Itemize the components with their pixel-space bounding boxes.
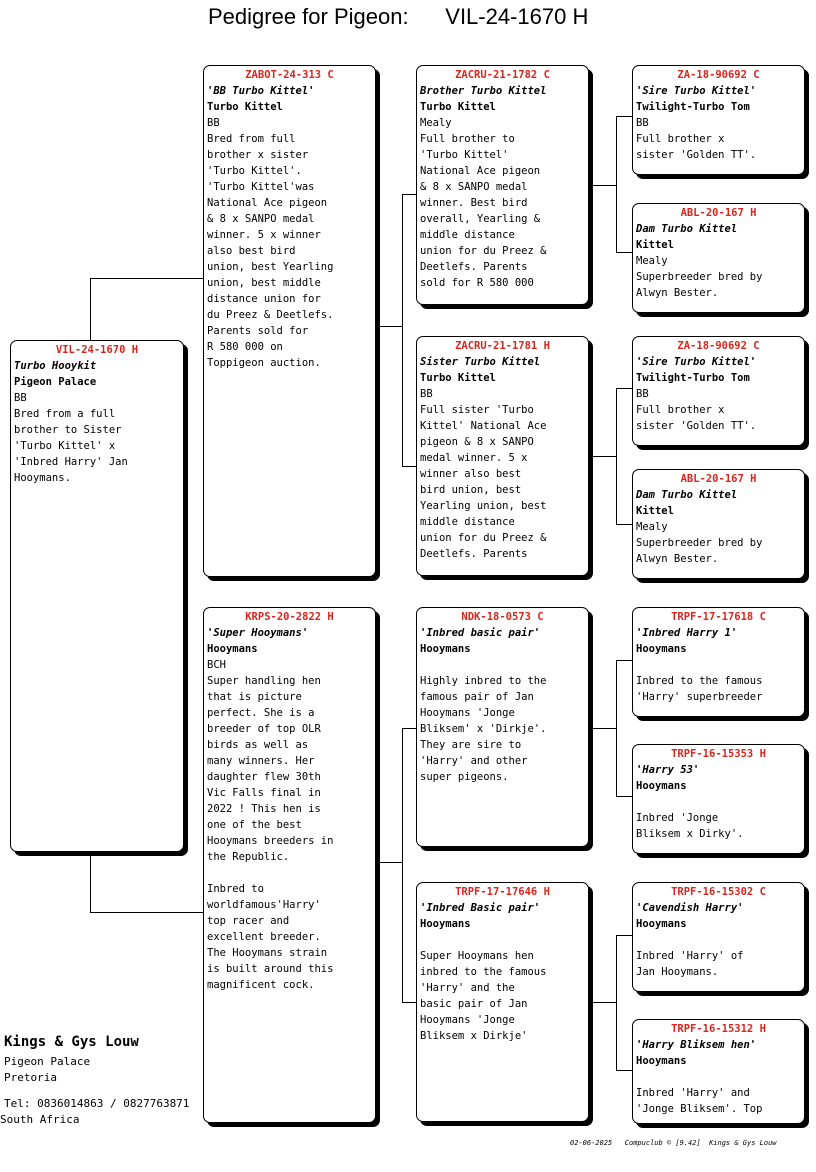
pigeon-description: Inbred 'Harry' of Jan Hooymans.	[636, 950, 744, 978]
pigeon-card-sire-dam[interactable]	[416, 336, 589, 576]
ring-number: TRPF-16-15302 C	[671, 886, 766, 898]
connector-line	[590, 728, 616, 729]
ring-number: ABL-20-167 H	[680, 207, 757, 219]
pigeon-card-sds[interactable]	[632, 336, 805, 446]
connector-line	[90, 912, 204, 913]
ring-number: TRPF-16-15312 H	[671, 1023, 766, 1035]
connector-line	[616, 388, 632, 389]
pigeon-card-dam-sire[interactable]	[416, 607, 589, 847]
connector-line	[90, 856, 91, 912]
pigeon-name: 'Super Hooymans'	[207, 627, 309, 639]
breeder-name: Kittel	[636, 505, 674, 517]
pigeon-description: Mealy Full brother to 'Turbo Kittel' National Ace pigeon & 8 x SANPO medal winner. Best bird overall, Yearling & middle distance union for du Preez & Deetlefs. Parents sold for R 580 000	[420, 117, 547, 289]
connector-line	[402, 1002, 417, 1003]
pigeon-description: Inbred 'Harry' and 'Jonge Bliksem'. Top	[636, 1087, 763, 1115]
breeder-name: Turbo Kittel	[207, 101, 283, 113]
pigeon-description: Mealy Superbreeder bred by Alwyn Bester.	[636, 255, 763, 299]
connector-line	[616, 116, 632, 117]
pigeon-card-sss[interactable]	[632, 65, 805, 175]
breeder-name: Turbo Kittel	[420, 372, 496, 384]
pigeon-card-ddd[interactable]	[632, 1019, 805, 1124]
connector-line	[616, 388, 617, 524]
breeder-name: Kittel	[636, 239, 674, 251]
owner-loft: Pigeon Palace	[4, 1055, 91, 1068]
page-title	[208, 4, 588, 30]
pigeon-description: BB Bred from full brother x sister 'Turbo Kittel'. 'Turbo Kittel'was National Ace pigeon & 8 x SANPO medal winner. 5 x winner also best bird union, best Yearling union, best middle distance union for du Preez & Deetlefs. Parents sold for R 580 000 on Toppigeon auction.	[207, 117, 334, 369]
ring-number: ABL-20-167 H	[680, 473, 757, 485]
connector-line	[90, 278, 91, 340]
connector-line	[402, 466, 417, 467]
pigeon-card-ssd[interactable]	[632, 203, 805, 313]
connector-line	[616, 935, 632, 936]
pigeon-card-sire-sire[interactable]	[416, 65, 589, 305]
pigeon-description: BB Full sister 'Turbo Kittel' National Ace pigeon & 8 x SANPO medal winner. 5 x winner also best bird union, best Yearling union, best middle distance union for du Preez & Deetlefs. Parents	[420, 388, 547, 560]
ring-number: ZA-18-90692 C	[677, 69, 760, 81]
pigeon-description: Inbred to the famous 'Harry' superbreeder	[636, 675, 763, 703]
ring-number: TRPF-17-17618 C	[671, 611, 766, 623]
ring-number: TRPF-16-15353 H	[671, 748, 766, 760]
pigeon-description: Inbred 'Jonge Bliksem x Dirky'.	[636, 812, 744, 840]
pigeon-name: Turbo Hooykit	[14, 360, 97, 372]
pigeon-name: Brother Turbo Kittel	[420, 85, 547, 97]
pigeon-card-dam[interactable]	[203, 607, 376, 1123]
pigeon-description: BB Full brother x sister 'Golden TT'.	[636, 388, 757, 432]
breeder-name: Hooymans	[636, 918, 687, 930]
breeder-name: Turbo Kittel	[420, 101, 496, 113]
footer-credit: 02-06-2025 Compuclub © [9.42] Kings & Gys Louw	[570, 1139, 777, 1147]
pigeon-description: BCH Super handling hen that is picture perfect. She is a breeder of top OLR birds as well as many winners. Her daughter flew 30th Vic Falls final in 2022 ! This hen is one of the best Hooymans breeders in the Republic. Inbred to worldfamous'Harry' top racer and excellent breeder. The Hooymans strain is built around this magnificent cock.	[207, 659, 334, 991]
connector-line	[616, 935, 617, 1070]
pigeon-name: Dam Turbo Kittel	[636, 489, 738, 501]
breeder-name: Hooymans	[420, 918, 471, 930]
pigeon-card-sire[interactable]	[203, 65, 376, 577]
owner-name: Kings & Gys Louw	[4, 1034, 139, 1050]
pigeon-name: 'Inbred basic pair'	[420, 627, 541, 639]
breeder-name: Twilight-Turbo Tom	[636, 372, 750, 384]
connector-line	[590, 1002, 616, 1003]
connector-line	[616, 796, 632, 797]
breeder-name: Hooymans	[636, 643, 687, 655]
title-ring: VIL-24-1670 H	[445, 4, 589, 29]
connector-line	[376, 862, 402, 863]
connector-line	[616, 1070, 632, 1071]
breeder-name: Pigeon Palace	[14, 376, 97, 388]
pigeon-name: 'Inbred Basic pair'	[420, 902, 541, 914]
connector-line	[402, 194, 403, 466]
pigeon-name: 'Inbred Harry 1'	[636, 627, 738, 639]
connector-line	[402, 194, 417, 195]
connector-line	[616, 524, 632, 525]
owner-block	[0, 1034, 190, 1128]
breeder-name: Hooymans	[207, 643, 258, 655]
connector-line	[616, 660, 617, 796]
connector-line	[590, 456, 616, 457]
pigeon-card-subject[interactable]	[10, 340, 184, 852]
pigeon-card-dds[interactable]	[632, 882, 805, 992]
connector-line	[376, 326, 402, 327]
ring-number: TRPF-17-17646 H	[455, 886, 550, 898]
connector-line	[616, 252, 632, 253]
connector-line	[616, 116, 617, 252]
ring-number: ZACRU-21-1781 H	[455, 340, 550, 352]
ring-number: KRPS-20-2822 H	[245, 611, 334, 623]
pigeon-card-dss[interactable]	[632, 607, 805, 717]
breeder-name: Hooymans	[420, 643, 471, 655]
pigeon-description: Super Hooymans hen inbred to the famous 'Harry' and the basic pair of Jan Hooymans 'Jonge Bliksem x Dirkje'	[420, 950, 547, 1042]
ring-number: ZA-18-90692 C	[677, 340, 760, 352]
owner-telephone: Tel: 0836014863 / 0827763871	[4, 1097, 190, 1110]
connector-line	[402, 728, 403, 1002]
pigeon-name: 'BB Turbo Kittel'	[207, 85, 315, 97]
pigeon-name: Dam Turbo Kittel	[636, 223, 738, 235]
title-label: Pedigree for Pigeon:	[208, 4, 409, 29]
pigeon-name: 'Harry 53'	[636, 764, 700, 776]
ring-number: NDK-18-0573 C	[461, 611, 544, 623]
breeder-name: Hooymans	[636, 1055, 687, 1067]
pigeon-name: 'Sire Turbo Kittel'	[636, 356, 757, 368]
connector-line	[590, 185, 616, 186]
pigeon-description: BB Bred from a full brother to Sister 'Turbo Kittel' x 'Inbred Harry' Jan Hooymans.	[14, 392, 128, 484]
pigeon-description: Mealy Superbreeder bred by Alwyn Bester.	[636, 521, 763, 565]
pigeon-name: 'Cavendish Harry'	[636, 902, 744, 914]
connector-line	[90, 278, 204, 279]
pigeon-card-sdd[interactable]	[632, 469, 805, 579]
connector-line	[616, 660, 632, 661]
ring-number: ZABOT-24-313 C	[245, 69, 334, 81]
ring-number: ZACRU-21-1782 C	[455, 69, 550, 81]
owner-country: South Africa	[0, 1113, 80, 1126]
ring-number: VIL-24-1670 H	[55, 344, 139, 356]
breeder-name: Hooymans	[636, 780, 687, 792]
pigeon-description: BB Full brother x sister 'Golden TT'.	[636, 117, 757, 161]
pigeon-name: 'Sire Turbo Kittel'	[636, 85, 757, 97]
pigeon-name: 'Harry Bliksem hen'	[636, 1039, 757, 1051]
pigeon-card-dsd[interactable]	[632, 744, 805, 854]
pigeon-name: Sister Turbo Kittel	[420, 356, 541, 368]
pigeon-card-dam-dam[interactable]	[416, 882, 589, 1122]
breeder-name: Twilight-Turbo Tom	[636, 101, 750, 113]
owner-city: Pretoria	[4, 1071, 57, 1084]
connector-line	[402, 728, 417, 729]
pigeon-description: Highly inbred to the famous pair of Jan Hooymans 'Jonge Bliksem' x 'Dirkje'. They are sire to 'Harry' and other super pigeons.	[420, 675, 547, 783]
